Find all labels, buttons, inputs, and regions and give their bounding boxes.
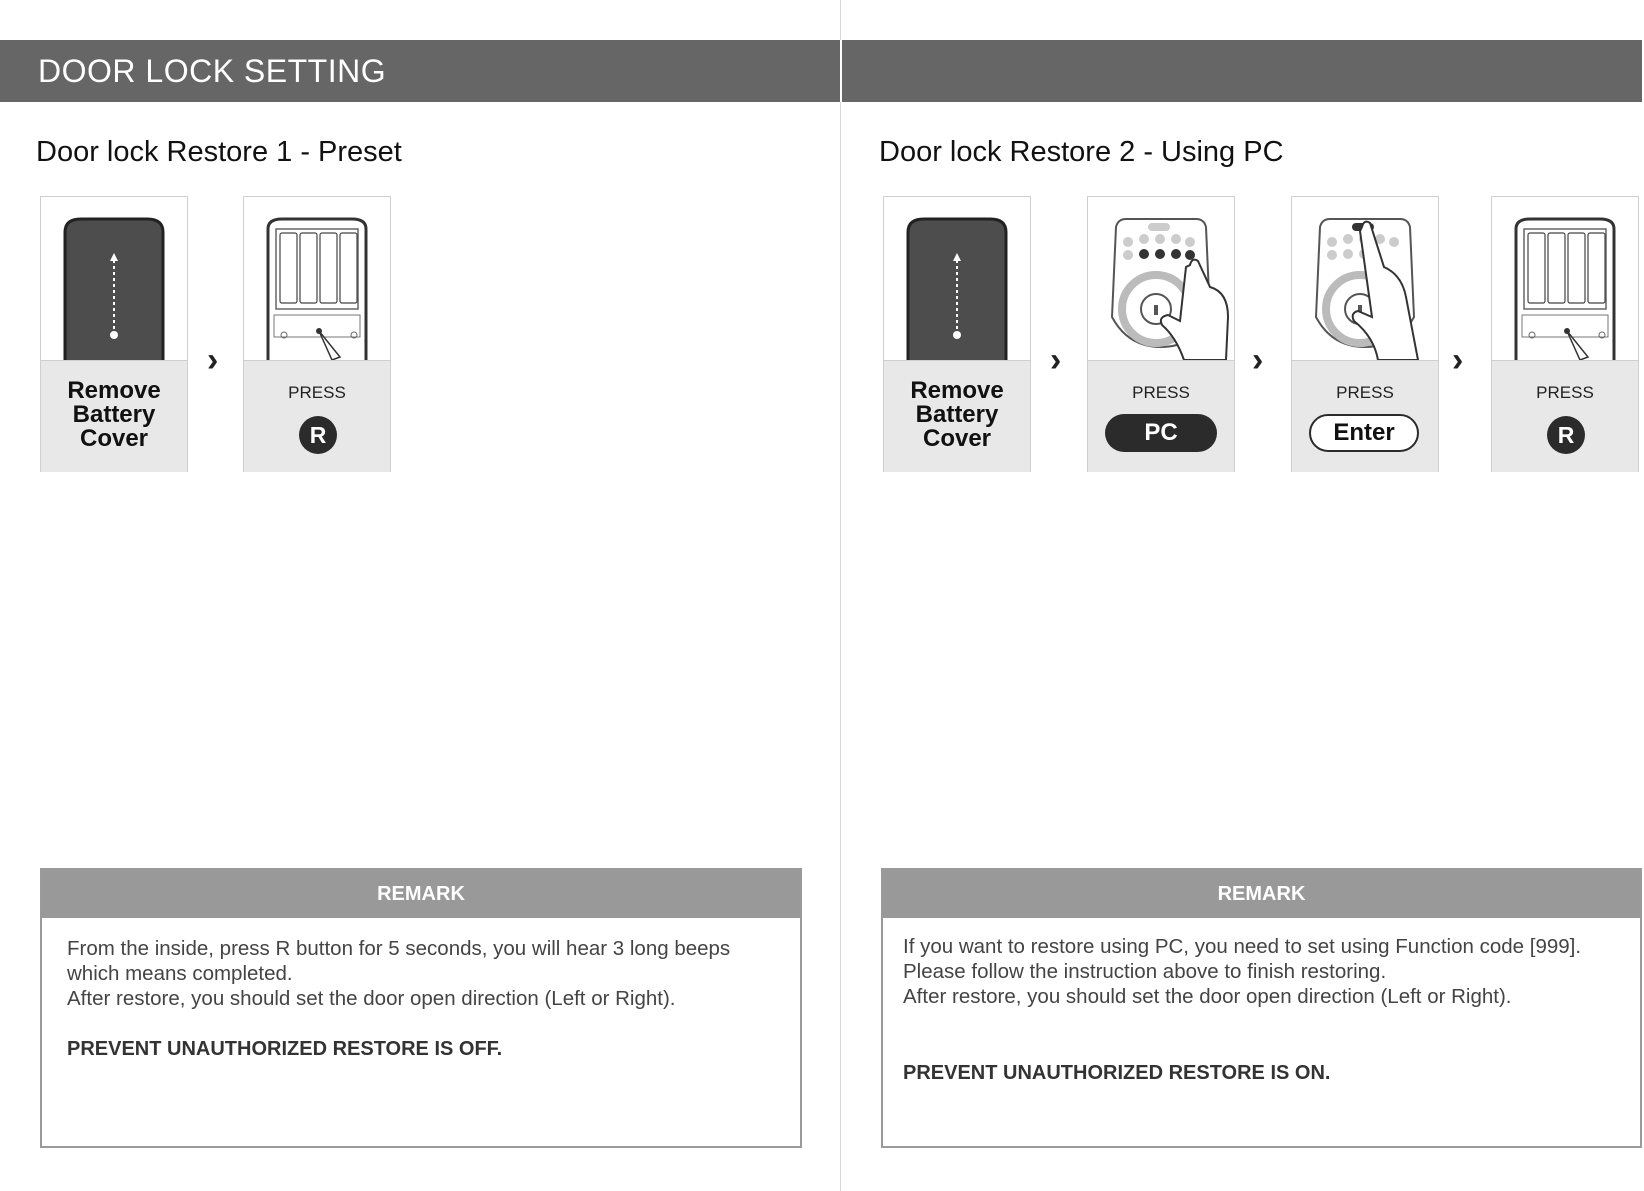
caption-line: Battery [915,401,999,428]
remark-line: which means completed. [67,962,293,985]
battery-compartment-r-button-icon [244,197,390,360]
battery-compartment-r-button-icon [1492,197,1638,360]
step-caption [884,360,1030,472]
keypad-press-pc-icon [1088,197,1234,360]
chevron-right-icon: › [1050,341,1062,379]
section-title-preset: Door lock Restore 1 - Preset [36,136,402,168]
step-remove-battery-cover [883,196,1031,472]
step-press-r [243,196,391,472]
step-remove-battery-cover [40,196,188,472]
section-title-using-pc: Door lock Restore 2 - Using PC [879,136,1284,168]
remark-box-preset [40,868,802,1148]
remark-line: Please follow the instruction above to finish restoring. [903,960,1387,983]
battery-cover-slide-icon [41,197,187,360]
press-label: PRESS [288,383,346,402]
press-label: PRESS [1132,383,1190,402]
caption-line: Cover [79,425,149,452]
step-caption [1088,360,1234,472]
caption-line: Battery [72,401,156,428]
keypad-press-enter-icon [1292,197,1438,360]
remark-line: After restore, you should set the door open direction (Left or Right). [67,987,676,1010]
step-press-pc [1087,196,1235,472]
remark-line: If you want to restore using PC, you need to set using Function code [999]. [903,935,1582,958]
step-press-r [1491,196,1639,472]
pc-key-badge: PC [1105,414,1217,452]
chevron-right-icon: › [1252,341,1264,379]
remark-warning: PREVENT UNAUTHORIZED RESTORE IS OFF. [67,1038,503,1060]
r-key-badge: R [1547,416,1585,454]
remark-warning: PREVENT UNAUTHORIZED RESTORE IS ON. [903,1062,1331,1084]
step-caption [244,360,390,472]
caption-line: Remove [67,377,161,404]
remark-heading: REMARK [883,870,1640,918]
step-caption [1492,360,1638,472]
chevron-right-icon: › [1452,341,1464,379]
caption-line: Cover [922,425,992,452]
page-divider [840,0,841,1191]
battery-cover-slide-icon [884,197,1030,360]
chevron-right-icon: › [207,341,219,379]
r-key-badge: R [299,416,337,454]
header-gap [840,40,842,102]
press-label: PRESS [1336,383,1394,402]
remark-heading: REMARK [42,870,800,918]
enter-key-badge: Enter [1309,414,1419,452]
page-title: DOOR LOCK SETTING [38,53,387,89]
caption-line: Remove [910,377,1004,404]
press-label: PRESS [1536,383,1594,402]
step-press-enter [1291,196,1439,472]
remark-line: After restore, you should set the door open direction (Left or Right). [903,985,1512,1008]
remark-box-using-pc [881,868,1642,1148]
step-caption [41,360,187,472]
remark-line: From the inside, press R button for 5 seconds, you will hear 3 long beeps [67,937,731,960]
step-caption [1292,360,1438,472]
